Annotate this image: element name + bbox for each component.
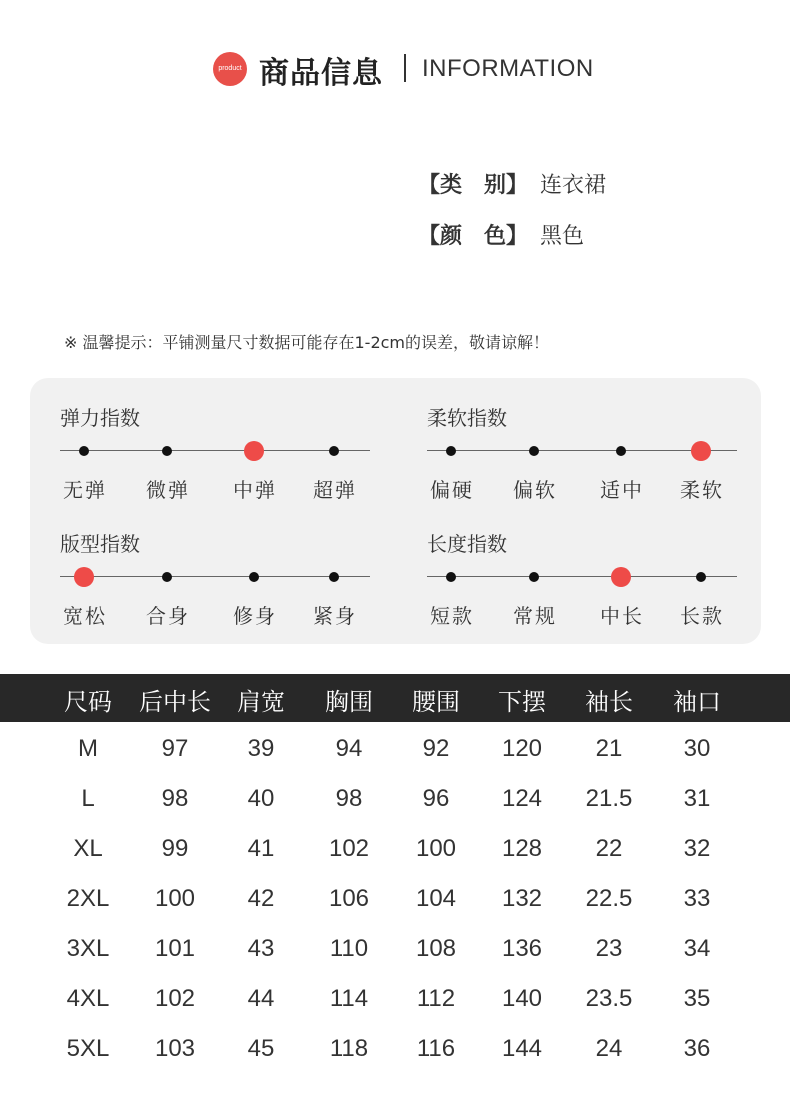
section-title-en: INFORMATION	[422, 55, 594, 82]
table-cell: 39	[247, 735, 275, 762]
index-dot	[529, 446, 539, 456]
table-cell: 98	[335, 785, 363, 812]
table-cell: 41	[247, 835, 275, 862]
table-cell: M	[78, 735, 98, 762]
table-cell: 36	[683, 1035, 711, 1062]
table-header-cell: 肩宽	[237, 688, 285, 716]
table-cell: 22	[595, 835, 623, 862]
table-cell: 40	[247, 785, 275, 812]
attribute-value: 黑色	[540, 224, 585, 249]
index-dot	[79, 446, 89, 456]
table-cell: 23	[595, 935, 623, 962]
table-row	[0, 727, 790, 777]
table-cell: 114	[329, 985, 369, 1012]
index-dot-selected	[611, 567, 631, 587]
table-cell: 106	[328, 885, 370, 912]
index-option-label: 宽松	[63, 604, 107, 628]
attribute-value: 连衣裙	[540, 173, 607, 198]
table-cell: 132	[501, 885, 543, 912]
table-row	[0, 827, 790, 877]
table-cell: 144	[501, 1035, 543, 1062]
index-dot-selected	[74, 567, 94, 587]
table-cell: 42	[247, 885, 275, 912]
table-cell: 24	[595, 1035, 623, 1062]
table-cell: 103	[154, 1035, 196, 1062]
index-option-label: 偏硬	[430, 478, 474, 502]
index-dot	[329, 572, 339, 582]
table-cell: 124	[501, 785, 543, 812]
table-cell: 23.5	[585, 985, 633, 1012]
index-option-label: 合身	[146, 604, 190, 628]
table-cell: 44	[247, 985, 275, 1012]
attribute-category	[418, 168, 606, 199]
table-cell: 96	[422, 785, 450, 812]
section-title: 商品信息	[259, 56, 383, 91]
index-option-label: 中长	[600, 604, 644, 628]
index-option-label: 微弹	[146, 478, 190, 502]
index-option-label: 短款	[430, 604, 474, 628]
index-dot	[446, 572, 456, 582]
index-dot	[249, 572, 259, 582]
table-cell: 108	[415, 935, 457, 962]
attribute-key: 【类 别】	[418, 173, 529, 198]
table-cell: 22.5	[585, 885, 633, 912]
table-cell: 4XL	[66, 985, 110, 1012]
table-header-cell: 下摆	[498, 688, 546, 716]
table-cell: 140	[501, 985, 543, 1012]
section-header	[0, 46, 790, 90]
attribute-key: 【颜 色】	[418, 224, 529, 249]
table-cell: 99	[161, 835, 189, 862]
table-cell: 3XL	[66, 935, 110, 962]
table-row	[0, 977, 790, 1027]
table-row	[0, 877, 790, 927]
index-option-label: 修身	[233, 604, 277, 628]
table-cell: 31	[683, 785, 711, 812]
table-cell: 97	[161, 735, 189, 762]
table-cell: 102	[328, 835, 370, 862]
table-header-cell: 胸围	[325, 688, 373, 716]
table-cell: 100	[415, 835, 457, 862]
table-cell: 43	[247, 935, 275, 962]
table-cell: 30	[683, 735, 711, 762]
index-option-label: 超弹	[313, 478, 357, 502]
table-cell: 94	[335, 735, 363, 762]
index-option-label: 偏软	[513, 478, 557, 502]
table-cell: 120	[501, 735, 543, 762]
index-dot	[162, 572, 172, 582]
table-cell: 33	[683, 885, 711, 912]
index-dot	[529, 572, 539, 582]
index-scale-line	[60, 450, 370, 451]
table-cell: 112	[416, 985, 456, 1012]
index-dot	[329, 446, 339, 456]
index-option-label: 无弹	[63, 478, 107, 502]
index-dot-selected	[691, 441, 711, 461]
table-cell: 45	[247, 1035, 275, 1062]
table-cell: 118	[329, 1035, 369, 1062]
index-scale-line	[60, 576, 370, 577]
table-header-cell: 后中长	[139, 688, 211, 716]
table-cell: 104	[415, 885, 457, 912]
table-row	[0, 927, 790, 977]
index-dot	[446, 446, 456, 456]
table-cell: 110	[329, 935, 369, 962]
table-cell: 92	[422, 735, 450, 762]
table-cell: L	[81, 785, 95, 812]
table-cell: 116	[416, 1035, 456, 1062]
table-cell: 102	[154, 985, 196, 1012]
index-option-label: 适中	[600, 478, 644, 502]
index-dot	[616, 446, 626, 456]
table-cell: 21	[595, 735, 623, 762]
index-title: 柔软指数	[427, 406, 507, 430]
index-dot-selected	[244, 441, 264, 461]
table-row	[0, 1027, 790, 1077]
index-title: 长度指数	[427, 532, 507, 556]
index-option-label: 柔软	[680, 478, 724, 502]
table-header-cell: 尺码	[64, 688, 112, 716]
table-cell: 98	[161, 785, 189, 812]
table-cell: 100	[154, 885, 196, 912]
index-option-label: 紧身	[313, 604, 357, 628]
table-header-cell: 腰围	[412, 688, 460, 716]
table-header-cell: 袖口	[673, 688, 721, 716]
index-option-label: 常规	[513, 604, 557, 628]
table-cell: 34	[683, 935, 711, 962]
title-divider	[404, 54, 406, 82]
table-cell: XL	[73, 835, 103, 862]
table-cell: 128	[501, 835, 543, 862]
measurement-tip: ※ 温馨提示：平铺测量尺寸数据可能存在1-2cm的误差，敬请谅解！	[64, 333, 550, 352]
table-cell: 101	[154, 935, 196, 962]
table-cell: 35	[683, 985, 711, 1012]
index-title: 弹力指数	[60, 406, 140, 430]
table-cell: 32	[683, 835, 711, 862]
table-cell: 21.5	[585, 785, 633, 812]
index-option-label: 中弹	[233, 478, 277, 502]
index-scale-line	[427, 576, 737, 577]
table-cell: 2XL	[66, 885, 110, 912]
index-option-label: 长款	[680, 604, 724, 628]
product-badge: product	[213, 52, 247, 86]
attribute-color	[418, 219, 584, 250]
index-dot	[162, 446, 172, 456]
table-cell: 5XL	[66, 1035, 110, 1062]
index-dot	[696, 572, 706, 582]
table-row	[0, 777, 790, 827]
index-panel	[30, 378, 761, 644]
table-header-cell: 袖长	[585, 688, 633, 716]
table-cell: 136	[501, 935, 543, 962]
index-title: 版型指数	[60, 532, 140, 556]
size-table-header	[0, 674, 790, 722]
